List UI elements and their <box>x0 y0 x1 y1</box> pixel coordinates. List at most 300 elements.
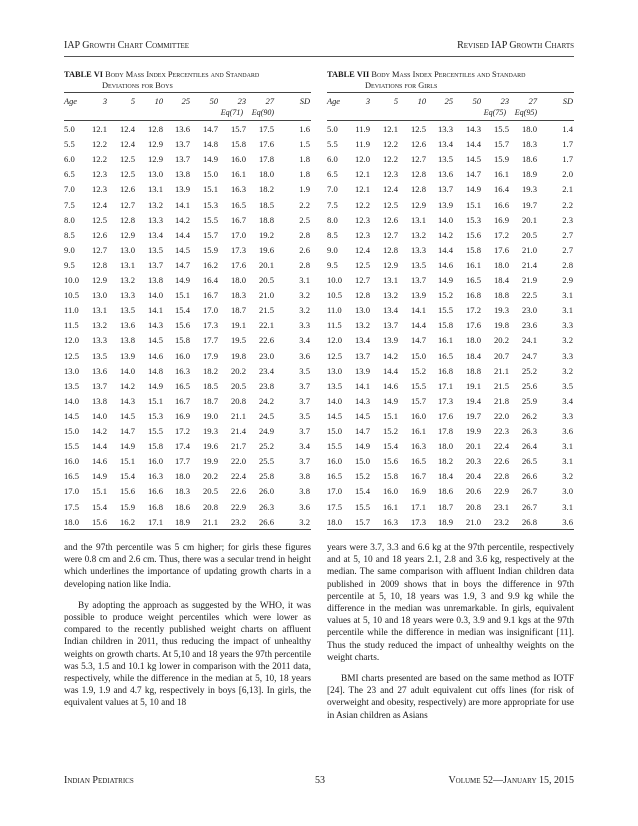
table-cell: 12.8 <box>382 244 398 255</box>
table-cell: 13.7 <box>382 320 398 331</box>
table-header <box>327 93 574 120</box>
table-cell: 12.7 <box>91 244 107 255</box>
table-cell: 14.2 <box>437 229 453 240</box>
table-cell: 13.6 <box>119 320 135 331</box>
table-cell: 26.7 <box>521 486 537 497</box>
paragraph: By adopting the approach as suggested by the WHO, it was possible to produce weight percentiles which were lower as compared to the recently published weight charts on affluent Indian children in 2011, thus reducing the impact of unhealthy weights on growth charts. At 5,10 and 18 years the 97th percentile was 5.3, 1.5 and 10.1 kg lower in comparison with the 2011 data, respectively, while the difference in the median at 5, 10, 18 years was 1.9, 1.9 and 4.7 kg, respectively in boys [6,13]. In girls, the equivalent values at 5, 10 and 18 <box>64 600 311 709</box>
table-cell: 6.0 <box>64 154 75 165</box>
table-cell: 13.7 <box>147 259 163 270</box>
table-cell: 16.0 <box>230 154 246 165</box>
table-cell: 12.1 <box>382 124 398 134</box>
table-cell: 17.6 <box>230 259 246 270</box>
table-cell: 6.5 <box>64 169 75 180</box>
table-cell: 15.4 <box>174 305 190 316</box>
table-cell: 26.0 <box>258 486 274 497</box>
table-cell: 13.9 <box>174 184 190 195</box>
table-cell: 18.9 <box>174 516 190 527</box>
table-cell: 19.9 <box>465 426 481 436</box>
table-cell: 21.5 <box>493 380 509 391</box>
table-cell: 14.1 <box>354 380 370 391</box>
table-caption <box>64 70 311 92</box>
table-cell: 14.7 <box>465 169 481 180</box>
table-cell: 19.8 <box>230 350 246 361</box>
table-cell: 9.0 <box>64 244 75 255</box>
table-cell: 15.8 <box>230 139 246 150</box>
table-cell: 13.1 <box>410 214 426 225</box>
table-cell: 3.6 <box>562 426 573 436</box>
table-cell: 7.5 <box>327 199 338 210</box>
table-cell: 18.0 <box>327 516 343 527</box>
table-cell: 3.6 <box>299 350 310 361</box>
table-cell: 3.6 <box>299 501 310 512</box>
table-cell: 12.1 <box>91 124 107 134</box>
table-cell: 15.9 <box>202 244 218 255</box>
table-cell: 13.7 <box>437 184 453 195</box>
column-header: 27 <box>265 97 274 106</box>
table-cell: 12.2 <box>382 139 398 150</box>
table-cell: 15.6 <box>465 229 481 240</box>
table-cell: 16.8 <box>465 290 481 301</box>
table-row <box>327 514 574 531</box>
table-cell: 13.0 <box>119 244 135 255</box>
table-cell: 14.3 <box>465 124 481 134</box>
table-cell: 17.3 <box>437 395 453 406</box>
table-cell: 23.0 <box>258 350 274 361</box>
table-cell: 13.5 <box>147 244 163 255</box>
table-cell: 2.8 <box>299 259 310 270</box>
table-cell: 3.8 <box>299 486 310 497</box>
table-cell: 25.8 <box>258 471 274 482</box>
table-cell: 15.4 <box>382 441 398 452</box>
table-cell: 22.3 <box>493 426 509 436</box>
table-cell: 14.5 <box>327 410 343 421</box>
table-cell: 15.5 <box>354 501 370 512</box>
table-cell: 8.0 <box>64 214 75 225</box>
table-cell: 23.6 <box>521 320 537 331</box>
table-cell: 24.2 <box>258 395 274 406</box>
table-cell: 2.5 <box>299 214 310 225</box>
table-cell: 15.3 <box>465 214 481 225</box>
table-cell: 3.2 <box>562 365 573 376</box>
table-cell: 19.9 <box>202 456 218 467</box>
table-cell: 13.4 <box>354 335 370 346</box>
table-cell: 16.9 <box>174 410 190 421</box>
table-cell: 12.4 <box>382 184 398 195</box>
table-cell: 16.1 <box>410 426 426 436</box>
table-cell: 18.4 <box>437 471 453 482</box>
table-cell: 15.8 <box>382 471 398 482</box>
table-cell: 20.4 <box>465 471 481 482</box>
column-subheader: Eq(95) <box>514 108 537 117</box>
table-cell: 15.2 <box>437 290 453 301</box>
table-cell: 25.5 <box>258 456 274 467</box>
table-label: TABLE VI <box>64 70 104 79</box>
table-cell: 20.5 <box>521 229 537 240</box>
table-cell: 3.5 <box>299 410 310 421</box>
table-cell: 14.2 <box>382 350 398 361</box>
table-cell: 3.3 <box>562 410 573 421</box>
table-cell: 21.0 <box>465 516 481 527</box>
table-cell: 6.5 <box>327 169 338 180</box>
table-cell: 15.6 <box>174 320 190 331</box>
table-cell: 16.7 <box>230 214 246 225</box>
table-cell: 15.1 <box>382 410 398 421</box>
table-cell: 13.3 <box>119 290 135 301</box>
table-cell: 16.5 <box>327 471 343 482</box>
table-cell: 11.5 <box>64 320 79 331</box>
table-cell: 20.5 <box>258 275 274 285</box>
table-cell: 26.5 <box>521 456 537 467</box>
table-cell: 1.6 <box>299 124 310 134</box>
column-header: 10 <box>417 97 426 106</box>
table-cell: 13.8 <box>147 275 163 285</box>
table-cell: 18.9 <box>437 516 453 527</box>
table-cell: 17.4 <box>174 441 190 452</box>
table-cell: 16.0 <box>64 456 80 467</box>
table-cell: 12.8 <box>119 214 135 225</box>
table-cell: 18.4 <box>493 275 509 285</box>
table-cell: 16.5 <box>230 199 246 210</box>
table-cell: 15.8 <box>465 244 481 255</box>
table-cell: 16.0 <box>410 410 426 421</box>
table-cell: 20.8 <box>465 501 481 512</box>
table-cell: 3.3 <box>562 320 573 331</box>
table-cell: 14.6 <box>382 380 398 391</box>
table-cell: 13.5 <box>64 380 80 391</box>
table-cell: 13.2 <box>119 275 135 285</box>
table-cell: 23.1 <box>493 501 509 512</box>
table-cell: 16.8 <box>437 365 453 376</box>
table-cell: 17.5 <box>64 501 80 512</box>
table-cell: 12.7 <box>354 275 370 285</box>
table-cell: 19.3 <box>493 305 509 316</box>
table-cell: 13.2 <box>382 290 398 301</box>
table-cell: 3.3 <box>562 350 573 361</box>
table-cell: 14.9 <box>91 471 107 482</box>
table-cell: 9.5 <box>327 259 338 270</box>
table-cell: 2.0 <box>562 169 573 180</box>
table-cell: 3.7 <box>299 426 310 436</box>
table-cell: 12.0 <box>354 154 370 165</box>
table-cell: 13.2 <box>354 320 370 331</box>
table-cell: 17.6 <box>493 244 509 255</box>
table-cell: 1.7 <box>562 139 573 150</box>
table-cell: 19.8 <box>493 320 509 331</box>
table-cell: 21.1 <box>493 365 509 376</box>
table-cell: 25.9 <box>521 395 537 406</box>
table-cell: 12.8 <box>91 259 107 270</box>
table-cell: 3.2 <box>562 335 573 346</box>
table-cell: 13.4 <box>382 305 398 316</box>
table-cell: 15.5 <box>437 305 453 316</box>
table-cell: 16.1 <box>382 501 398 512</box>
table-cell: 14.4 <box>382 365 398 376</box>
table-cell: 23.2 <box>493 516 509 527</box>
table-cell: 15.1 <box>91 486 107 497</box>
header-left: IAP Growth Chart Committee <box>64 40 190 51</box>
table-cell: 8.5 <box>64 229 75 240</box>
table-cell: 14.3 <box>354 395 370 406</box>
table-cell: 15.4 <box>91 501 107 512</box>
table-cell: 16.3 <box>174 365 190 376</box>
table-cell: 1.4 <box>562 124 573 134</box>
table-cell: 3.1 <box>562 441 573 452</box>
table-cell: 21.4 <box>521 259 537 270</box>
table-cell: 20.3 <box>465 456 481 467</box>
table-cell: 1.8 <box>299 169 310 180</box>
table-cell: 15.1 <box>147 395 163 406</box>
table-cell: 11.9 <box>355 124 370 134</box>
column-header: 3 <box>365 97 370 106</box>
table-cell: 16.0 <box>174 350 190 361</box>
table-cell: 14.5 <box>354 410 370 421</box>
table-cell: 13.0 <box>64 365 80 376</box>
table-cell: 13.1 <box>119 259 135 270</box>
table-cell: 25.2 <box>258 441 274 452</box>
table-cell: 12.3 <box>354 229 370 240</box>
table-cell: 3.4 <box>562 395 573 406</box>
table-cell: 13.7 <box>91 380 107 391</box>
table-cell: 21.0 <box>258 290 274 301</box>
table-cell: 18.3 <box>230 290 246 301</box>
column-header: Age <box>327 97 341 106</box>
table-cell: 17.1 <box>147 516 163 527</box>
table-cell: 11.5 <box>327 320 342 331</box>
table-cell: 13.8 <box>119 335 135 346</box>
table-cell: 12.2 <box>91 139 107 150</box>
table-cell: 14.5 <box>119 410 135 421</box>
table-cell: 1.9 <box>299 184 310 195</box>
table-cell: 11.0 <box>327 305 342 316</box>
column-subheader: Eq(75) <box>483 108 506 117</box>
table-cell: 17.2 <box>493 229 509 240</box>
table-cell: 3.5 <box>299 365 310 376</box>
table-cell: 5.5 <box>64 139 75 150</box>
column-header: 5 <box>130 97 135 106</box>
table-cell: 15.1 <box>119 456 135 467</box>
table-cell: 12.0 <box>64 335 80 346</box>
table-cell: 5.0 <box>64 124 75 134</box>
table-cell: 12.5 <box>382 199 398 210</box>
paragraph: BMI charts presented are based on the same method as IOTF [24]. The 23 and 27 adult equivalent cut offs lines (for risk of overweight and obesity, respectively) are more appropriate for use in Asian children as Asians <box>327 674 574 721</box>
table-cell: 21.4 <box>230 426 246 436</box>
table-cell: 3.1 <box>562 456 573 467</box>
table-cell: 2.8 <box>299 229 310 240</box>
running-footer <box>64 775 574 789</box>
table-cell: 14.0 <box>64 395 80 406</box>
table-cell: 12.3 <box>91 184 107 195</box>
table-cell: 26.2 <box>521 410 537 421</box>
table-cell: 14.2 <box>91 426 107 436</box>
table-cell: 14.0 <box>437 214 453 225</box>
table-cell: 15.2 <box>354 471 370 482</box>
table-body <box>64 121 311 529</box>
table-cell: 16.4 <box>493 184 509 195</box>
table-cell: 13.5 <box>437 154 453 165</box>
table-cell: 19.1 <box>230 320 246 331</box>
table-cell: 2.2 <box>299 199 310 210</box>
table-cell: 23.4 <box>258 365 274 376</box>
table-cell: 22.5 <box>521 290 537 301</box>
paragraph: and the 97th percentile was 5 cm higher; for girls these figures were 0.8 cm and 2.6 cm. Thus, there was a secular trend in height which underlines the importance of updating growth charts in a developing nation like India. <box>64 543 311 590</box>
table-cell: 1.8 <box>299 154 310 165</box>
table-cell: 16.4 <box>202 275 218 285</box>
table-cell: 18.2 <box>258 184 274 195</box>
table-cell: 2.7 <box>562 244 573 255</box>
table-cell: 13.4 <box>437 139 453 150</box>
table-cell: 18.0 <box>230 275 246 285</box>
column-header: 5 <box>393 97 398 106</box>
table-cell: 13.6 <box>437 169 453 180</box>
table-cell: 13.1 <box>147 184 163 195</box>
table-cell: 14.1 <box>410 305 426 316</box>
table-cell: 13.5 <box>91 350 107 361</box>
table-cell: 16.7 <box>202 290 218 301</box>
table-cell: 17.3 <box>230 244 246 255</box>
table-cell: 14.9 <box>174 275 190 285</box>
table-cell: 12.6 <box>382 214 398 225</box>
table-cell: 17.0 <box>64 486 80 497</box>
table-cell: 16.2 <box>202 259 218 270</box>
table-cell: 13.6 <box>174 124 190 134</box>
table-cell: 3.8 <box>299 471 310 482</box>
table-cell: 22.4 <box>230 471 246 482</box>
table-cell: 3.1 <box>299 275 310 285</box>
table-cell: 22.8 <box>493 471 509 482</box>
table-cell: 14.5 <box>147 335 163 346</box>
table-cell: 17.0 <box>202 305 218 316</box>
table-cell: 14.8 <box>202 139 218 150</box>
table-cell: 3.5 <box>562 380 573 391</box>
table-cell: 12.8 <box>147 124 163 134</box>
table-cell: 26.6 <box>258 516 274 527</box>
table-cell: 10.5 <box>327 290 343 301</box>
table-cell: 12.9 <box>147 154 163 165</box>
table-cell: 16.1 <box>437 335 453 346</box>
table-cell: 19.7 <box>521 199 537 210</box>
table-cell: 13.1 <box>382 275 398 285</box>
table-cell: 17.7 <box>174 456 190 467</box>
table-cell: 21.9 <box>521 275 537 285</box>
table-cell: 15.0 <box>410 350 426 361</box>
table-cell: 16.7 <box>410 471 426 482</box>
table-cell: 16.5 <box>465 275 481 285</box>
table-cell: 2.9 <box>562 275 573 285</box>
table-cell: 26.8 <box>521 516 537 527</box>
table-cell: 15.8 <box>147 441 163 452</box>
table-cell: 16.0 <box>147 456 163 467</box>
table-cell: 20.8 <box>230 395 246 406</box>
table-cell: 23.8 <box>258 380 274 391</box>
table-cell: 17.6 <box>465 320 481 331</box>
table-cell: 2.6 <box>299 244 310 255</box>
table-cell: 17.6 <box>258 139 274 150</box>
table-cell: 14.3 <box>147 320 163 331</box>
table-cell: 13.0 <box>91 290 107 301</box>
table-cell: 15.7 <box>230 124 246 134</box>
table-cell: 16.3 <box>410 441 426 452</box>
table-cell: 14.7 <box>354 426 370 436</box>
table-cell: 12.4 <box>119 124 135 134</box>
table-header <box>64 93 311 120</box>
table-cell: 1.7 <box>562 154 573 165</box>
table-cell: 7.0 <box>327 184 338 195</box>
table-cell: 13.2 <box>410 229 426 240</box>
table-cell: 17.2 <box>174 426 190 436</box>
table-cell: 16.2 <box>119 516 135 527</box>
table-cell: 19.5 <box>230 335 246 346</box>
table-cell: 17.1 <box>437 380 453 391</box>
table-cell: 12.7 <box>382 229 398 240</box>
table-cell: 19.3 <box>521 184 537 195</box>
table-cell: 13.7 <box>174 154 190 165</box>
table-cell: 16.6 <box>493 199 509 210</box>
table-cell: 5.0 <box>327 124 338 134</box>
table-cell: 21.5 <box>258 305 274 316</box>
table-cell: 13.3 <box>437 124 453 134</box>
table-cell: 13.7 <box>354 350 370 361</box>
table-cell: 19.6 <box>202 441 218 452</box>
table-cell: 3.2 <box>299 516 310 527</box>
table-cell: 2.1 <box>562 184 573 195</box>
table-cell: 16.3 <box>382 516 398 527</box>
table-cell: 3.7 <box>299 380 310 391</box>
table-cell: 15.1 <box>174 290 190 301</box>
table-cell: 25.2 <box>521 365 537 376</box>
column-header: 10 <box>154 97 163 106</box>
table-cell: 18.5 <box>202 380 218 391</box>
column-subheader: Eq(90) <box>251 108 274 117</box>
table-cell: 15.5 <box>327 441 343 452</box>
table-cell: 12.9 <box>91 275 107 285</box>
table-cell: 3.1 <box>562 305 573 316</box>
table-cell: 22.6 <box>493 456 509 467</box>
table-cell: 20.1 <box>258 259 274 270</box>
table-caption <box>327 70 574 92</box>
table-cell: 15.5 <box>493 124 509 134</box>
table-title: Body Mass Index Percentiles and Standard <box>105 70 260 79</box>
table-cell: 15.0 <box>354 456 370 467</box>
table-cell: 13.2 <box>147 199 163 210</box>
table-cell: 12.0 <box>327 335 343 346</box>
table-cell: 22.9 <box>493 486 509 497</box>
table-cell: 12.4 <box>119 139 135 150</box>
table-cell: 20.5 <box>202 486 218 497</box>
table-cell: 12.8 <box>354 290 370 301</box>
table-cell: 17.9 <box>202 350 218 361</box>
table-cell: 12.9 <box>147 139 163 150</box>
table-cell: 15.2 <box>382 426 398 436</box>
table-cell: 26.3 <box>521 426 537 436</box>
table-cell: 18.2 <box>437 456 453 467</box>
table-cell: 12.2 <box>354 199 370 210</box>
table-cell: 21.7 <box>230 441 246 452</box>
table-body <box>327 121 574 529</box>
table-cell: 12.3 <box>354 214 370 225</box>
table-cell: 18.0 <box>521 124 537 134</box>
table-cell: 12.9 <box>382 259 398 270</box>
table-cell: 15.0 <box>64 426 80 436</box>
table-cell: 3.2 <box>299 290 310 301</box>
table-cell: 11.0 <box>64 305 79 316</box>
table-cell: 13.5 <box>119 305 135 316</box>
table-cell: 19.4 <box>465 395 481 406</box>
column-header: 50 <box>209 97 218 106</box>
body-text-right-column <box>327 542 574 722</box>
table-cell: 17.3 <box>410 516 426 527</box>
table-title-cont: Deviations for Boys <box>102 80 173 90</box>
table-cell: 13.7 <box>410 275 426 285</box>
